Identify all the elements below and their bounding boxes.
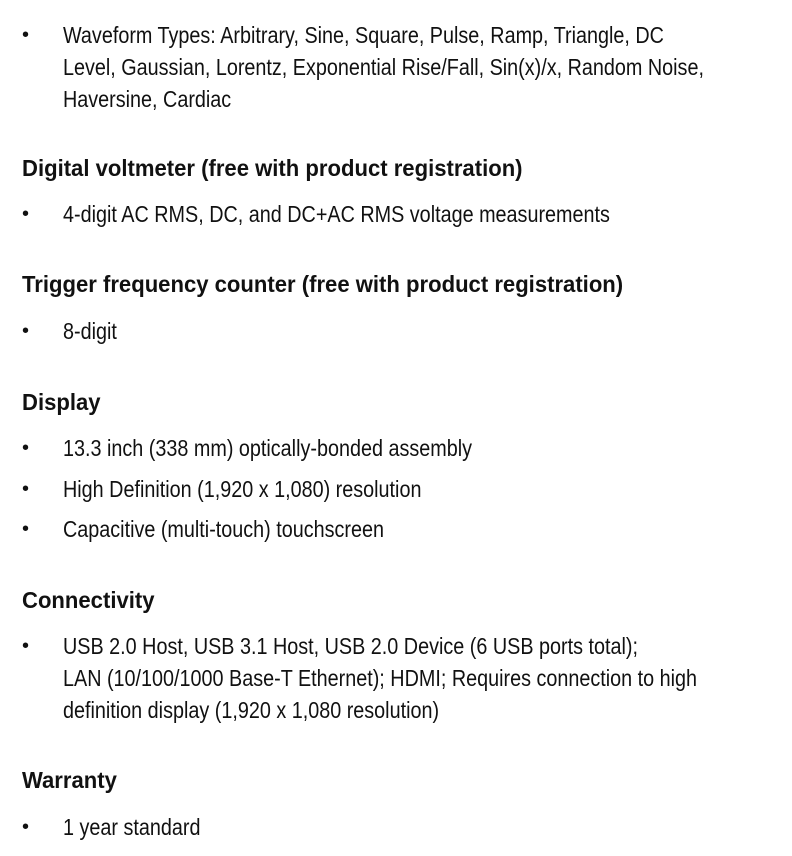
list-item-text (63, 513, 678, 545)
text-line: Haversine, Cardiac (63, 86, 232, 112)
bullet-icon: • (22, 635, 30, 657)
section-heading-warranty: Warranty (22, 767, 117, 793)
text-line: definition display (1,920 x 1,080 resolution) (63, 697, 440, 723)
bullet-icon: • (22, 437, 30, 459)
list-item-text (63, 630, 698, 726)
text-line: High Definition (1,920 x 1,080) resolution (63, 476, 422, 502)
list-item-text (63, 811, 678, 843)
text-line: USB 2.0 Host, USB 3.1 Host, USB 2.0 Device (6 USB ports total); (63, 633, 638, 659)
bullet-icon: • (22, 203, 30, 225)
text-line: LAN (10/100/1000 Base-T Ethernet); HDMI; Requires connection to high (63, 665, 698, 691)
section-heading-connectivity: Connectivity (22, 587, 155, 613)
section-heading-display: Display (22, 389, 101, 415)
text-line: 1 year standard (63, 814, 201, 840)
list-item-text (63, 198, 678, 230)
text-line: Waveform Types: Arbitrary, Sine, Square, Pulse, Ramp, Triangle, DC (63, 22, 664, 48)
section-heading-digital-voltmeter: Digital voltmeter (free with product registration) (22, 155, 523, 181)
list-item-text (63, 432, 678, 464)
text-line: Capacitive (multi-touch) touchscreen (63, 516, 385, 542)
section-heading-trigger-frequency-counter: Trigger frequency counter (free with product registration) (22, 271, 624, 297)
bullet-icon: • (22, 518, 30, 540)
list-item-text (63, 473, 678, 505)
text-line: Level, Gaussian, Lorentz, Exponential Rise/Fall, Sin(x)/x, Random Noise, (63, 54, 704, 80)
text-line: 8-digit (63, 318, 117, 344)
text-line: 13.3 inch (338 mm) optically-bonded assembly (63, 435, 472, 461)
list-item-text (63, 19, 704, 115)
bullet-icon: • (22, 816, 30, 838)
bullet-icon: • (22, 320, 30, 342)
bullet-icon: • (22, 24, 30, 46)
list-item-text (63, 315, 678, 347)
text-line: 4-digit AC RMS, DC, and DC+AC RMS voltage measurements (63, 201, 610, 227)
bullet-icon: • (22, 478, 30, 500)
